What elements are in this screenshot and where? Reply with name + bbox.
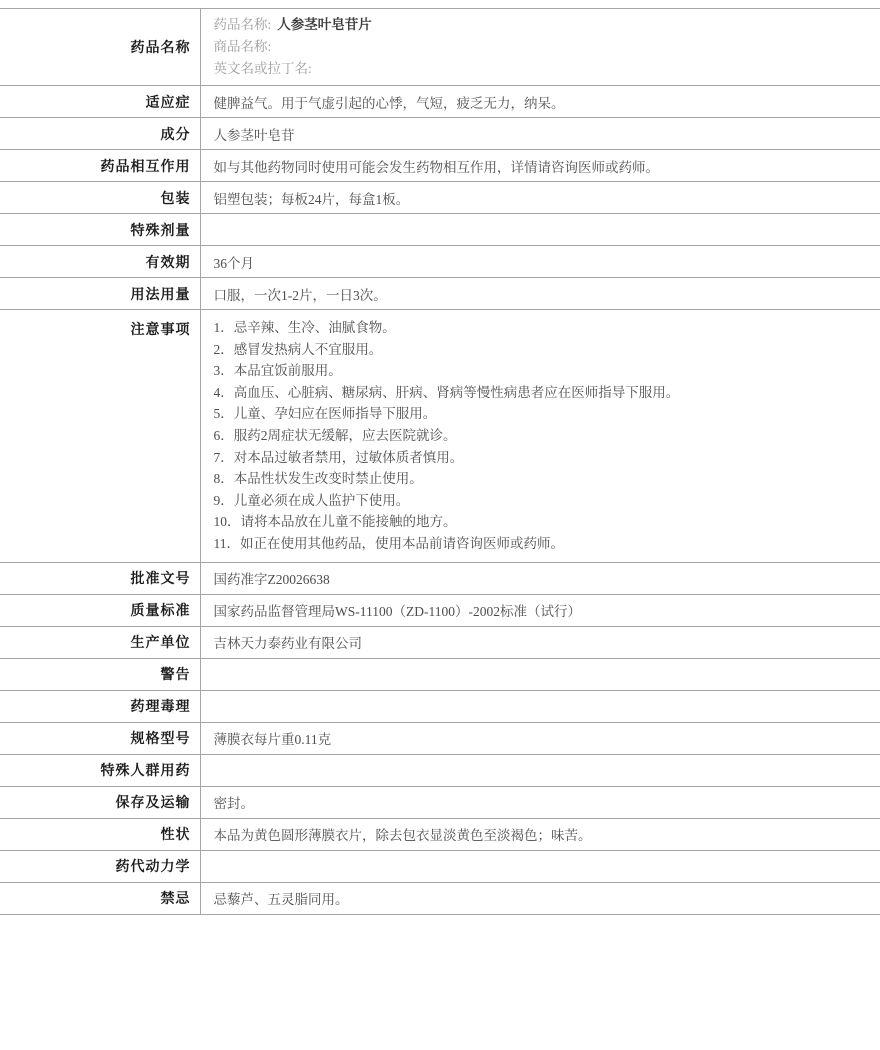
- row-value: 国家药品监督管理局WS-11100（ZD-1100）-2002标准（试行）: [200, 594, 880, 626]
- note-item: 4．高血压、心脏病、糖尿病、肝病、肾病等慢性病患者应在医师指导下服用。: [213, 384, 680, 400]
- row-label: 保存及运输: [0, 786, 200, 818]
- row-label: 药理毒理: [0, 690, 200, 722]
- note-item: 11．如正在使用其他药品，使用本品前请咨询医师或药师。: [213, 535, 564, 551]
- row-label: 药代动力学: [0, 850, 200, 882]
- row-value: [200, 658, 880, 690]
- row-value: [200, 9, 880, 86]
- row-label: 包装: [0, 182, 200, 214]
- table-row: [0, 278, 880, 310]
- row-value: [200, 310, 880, 563]
- table-row: [0, 850, 880, 882]
- row-value: 人参茎叶皂苷: [200, 118, 880, 150]
- row-value: 铝塑包装；每板24片，每盒1板。: [200, 182, 880, 214]
- table-row: [0, 310, 880, 563]
- row-label: 注意事项: [0, 310, 200, 563]
- table-row: [0, 9, 880, 86]
- row-value: 薄膜衣每片重0.11克: [200, 722, 880, 754]
- row-value: 健脾益气。用于气虚引起的心悸，气短，疲乏无力，纳呆。: [200, 86, 880, 118]
- table-row: [0, 786, 880, 818]
- note-item: 1．忌辛辣、生冷、油腻食物。: [213, 320, 396, 335]
- row-value: 本品为黄色圆形薄膜衣片，除去包衣显淡黄色至淡褐色；味苦。: [200, 818, 880, 850]
- row-value: 忌藜芦、五灵脂同用。: [200, 882, 880, 914]
- table-row: [0, 690, 880, 722]
- row-label: 警告: [0, 658, 200, 690]
- drug-info-table: [0, 8, 880, 915]
- table-row: [0, 818, 880, 850]
- table-row: [0, 754, 880, 786]
- row-value: [200, 850, 880, 882]
- row-label: 批准文号: [0, 562, 200, 594]
- row-label: 适应症: [0, 86, 200, 118]
- table-row: [0, 882, 880, 914]
- row-label: 规格型号: [0, 722, 200, 754]
- row-label: 性状: [0, 818, 200, 850]
- name-field-line: [214, 58, 867, 80]
- field-value: [312, 61, 318, 76]
- table-row: [0, 722, 880, 754]
- note-item: 3．本品宜饭前服用。: [213, 363, 342, 379]
- field-value: [271, 39, 277, 54]
- note-item: 9．儿童必须在成人监护下使用。: [213, 492, 410, 508]
- row-label: 有效期: [0, 246, 200, 278]
- name-field-line: [214, 36, 867, 58]
- field-label: 药品名称:: [213, 17, 272, 32]
- note-item: 7．对本品过敏者禁用，过敏体质者慎用。: [213, 449, 464, 465]
- row-label: 质量标准: [0, 594, 200, 626]
- row-label: 生产单位: [0, 626, 200, 658]
- table-row: [0, 214, 880, 246]
- note-item: 2．感冒发热病人不宜服用。: [213, 341, 383, 357]
- row-label: 药品相互作用: [0, 150, 200, 182]
- note-item: 8．本品性状发生改变时禁止使用。: [213, 471, 423, 487]
- row-label: 用法用量: [0, 278, 200, 310]
- field-value: 人参茎叶皂苷片: [277, 17, 372, 32]
- table-row: [0, 594, 880, 626]
- note-item: 6．服药2周症状无缓解，应去医院就诊。: [213, 427, 457, 443]
- field-label: 商品名称:: [213, 39, 272, 54]
- table-row: [0, 150, 880, 182]
- row-label: 药品名称: [0, 9, 200, 86]
- table-row: [0, 118, 880, 150]
- row-value: 36个月: [200, 246, 880, 278]
- row-label: 禁忌: [0, 882, 200, 914]
- row-value: 密封。: [200, 786, 880, 818]
- row-value: 吉林天力泰药业有限公司: [200, 626, 880, 658]
- name-field-line: [214, 14, 867, 36]
- table-row: [0, 246, 880, 278]
- table-row: [0, 658, 880, 690]
- note-item: 5．儿童、孕妇应在医师指导下服用。: [213, 406, 437, 422]
- table-row: [0, 182, 880, 214]
- row-value: [200, 690, 880, 722]
- row-value: [200, 214, 880, 246]
- table-row: [0, 86, 880, 118]
- row-value: 国药准字Z20026638: [200, 562, 880, 594]
- row-label: 特殊人群用药: [0, 754, 200, 786]
- row-value: [200, 754, 880, 786]
- note-item: 10．请将本品放在儿童不能接触的地方。: [213, 514, 457, 530]
- table-row: [0, 626, 880, 658]
- row-label: 成分: [0, 118, 200, 150]
- row-label: 特殊剂量: [0, 214, 200, 246]
- row-value: 口服，一次1-2片，一日3次。: [200, 278, 880, 310]
- field-label: 英文名或拉丁名:: [213, 61, 312, 76]
- table-row: [0, 562, 880, 594]
- row-value: 如与其他药物同时使用可能会发生药物相互作用，详情请咨询医师或药师。: [200, 150, 880, 182]
